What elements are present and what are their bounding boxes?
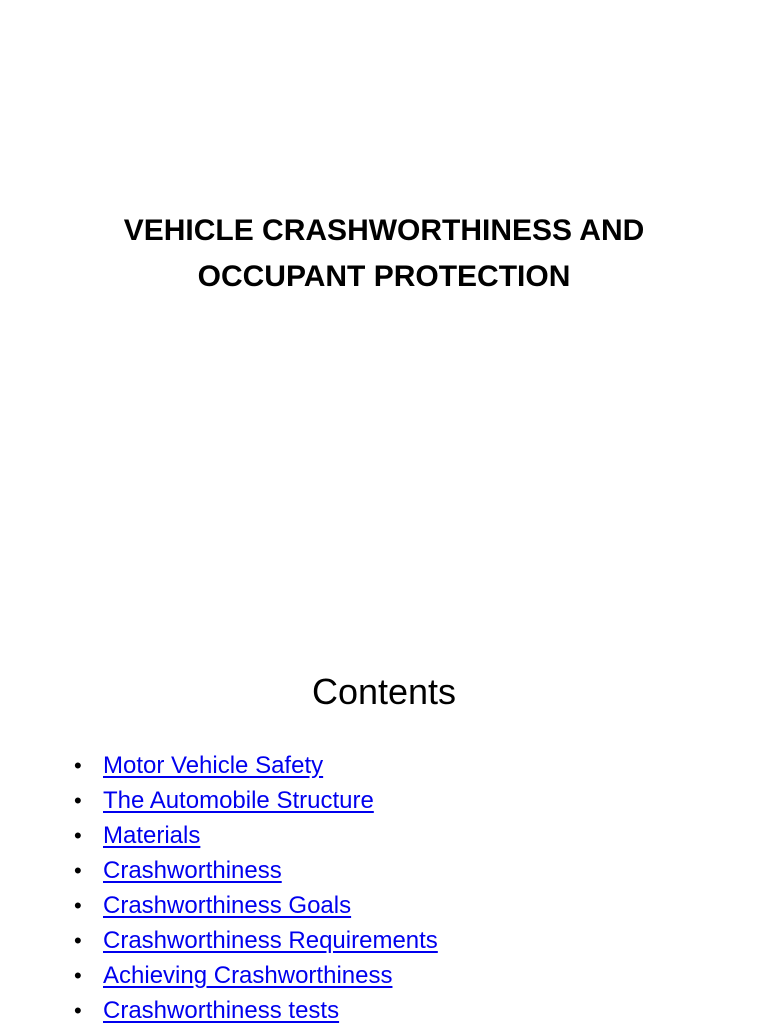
toc-link-materials[interactable]: Materials — [103, 822, 201, 849]
toc-item-achieving-crashworthiness — [74, 958, 438, 993]
title-line-2: OCCUPANT PROTECTION — [197, 260, 571, 293]
contents-slide — [0, 576, 768, 1024]
bullet-icon: • — [74, 753, 82, 778]
toc-item-crashworthiness — [74, 853, 438, 888]
bullet-icon: • — [74, 823, 82, 848]
toc-link-crashworthiness[interactable]: Crashworthiness — [103, 857, 282, 884]
table-of-contents — [74, 748, 438, 1028]
toc-item-motor-vehicle-safety — [74, 748, 438, 783]
bullet-icon: • — [74, 963, 82, 988]
bullet-icon: • — [74, 858, 82, 883]
toc-item-materials — [74, 818, 438, 853]
toc-link-automobile-structure[interactable]: The Automobile Structure — [103, 787, 374, 814]
bullet-icon: • — [74, 788, 82, 813]
toc-link-crashworthiness-tests[interactable]: Crashworthiness tests — [103, 997, 340, 1024]
toc-link-crashworthiness-requirements[interactable]: Crashworthiness Requirements — [103, 927, 438, 954]
title-line-1: VEHICLE CRASHWORTHINESS AND — [123, 214, 645, 247]
bullet-icon: • — [74, 893, 82, 918]
toc-item-crashworthiness-requirements — [74, 923, 438, 958]
toc-item-crashworthiness-tests — [74, 993, 438, 1028]
toc-link-achieving-crashworthiness[interactable]: Achieving Crashworthiness — [103, 962, 393, 989]
toc-item-crashworthiness-goals — [74, 888, 438, 923]
page-title — [0, 208, 768, 300]
toc-item-automobile-structure — [74, 783, 438, 818]
bullet-icon: • — [74, 928, 82, 953]
contents-heading: Contents — [311, 671, 457, 712]
toc-link-crashworthiness-goals[interactable]: Crashworthiness Goals — [103, 892, 352, 919]
bullet-icon: • — [74, 998, 82, 1023]
toc-link-motor-vehicle-safety[interactable]: Motor Vehicle Safety — [103, 752, 324, 779]
